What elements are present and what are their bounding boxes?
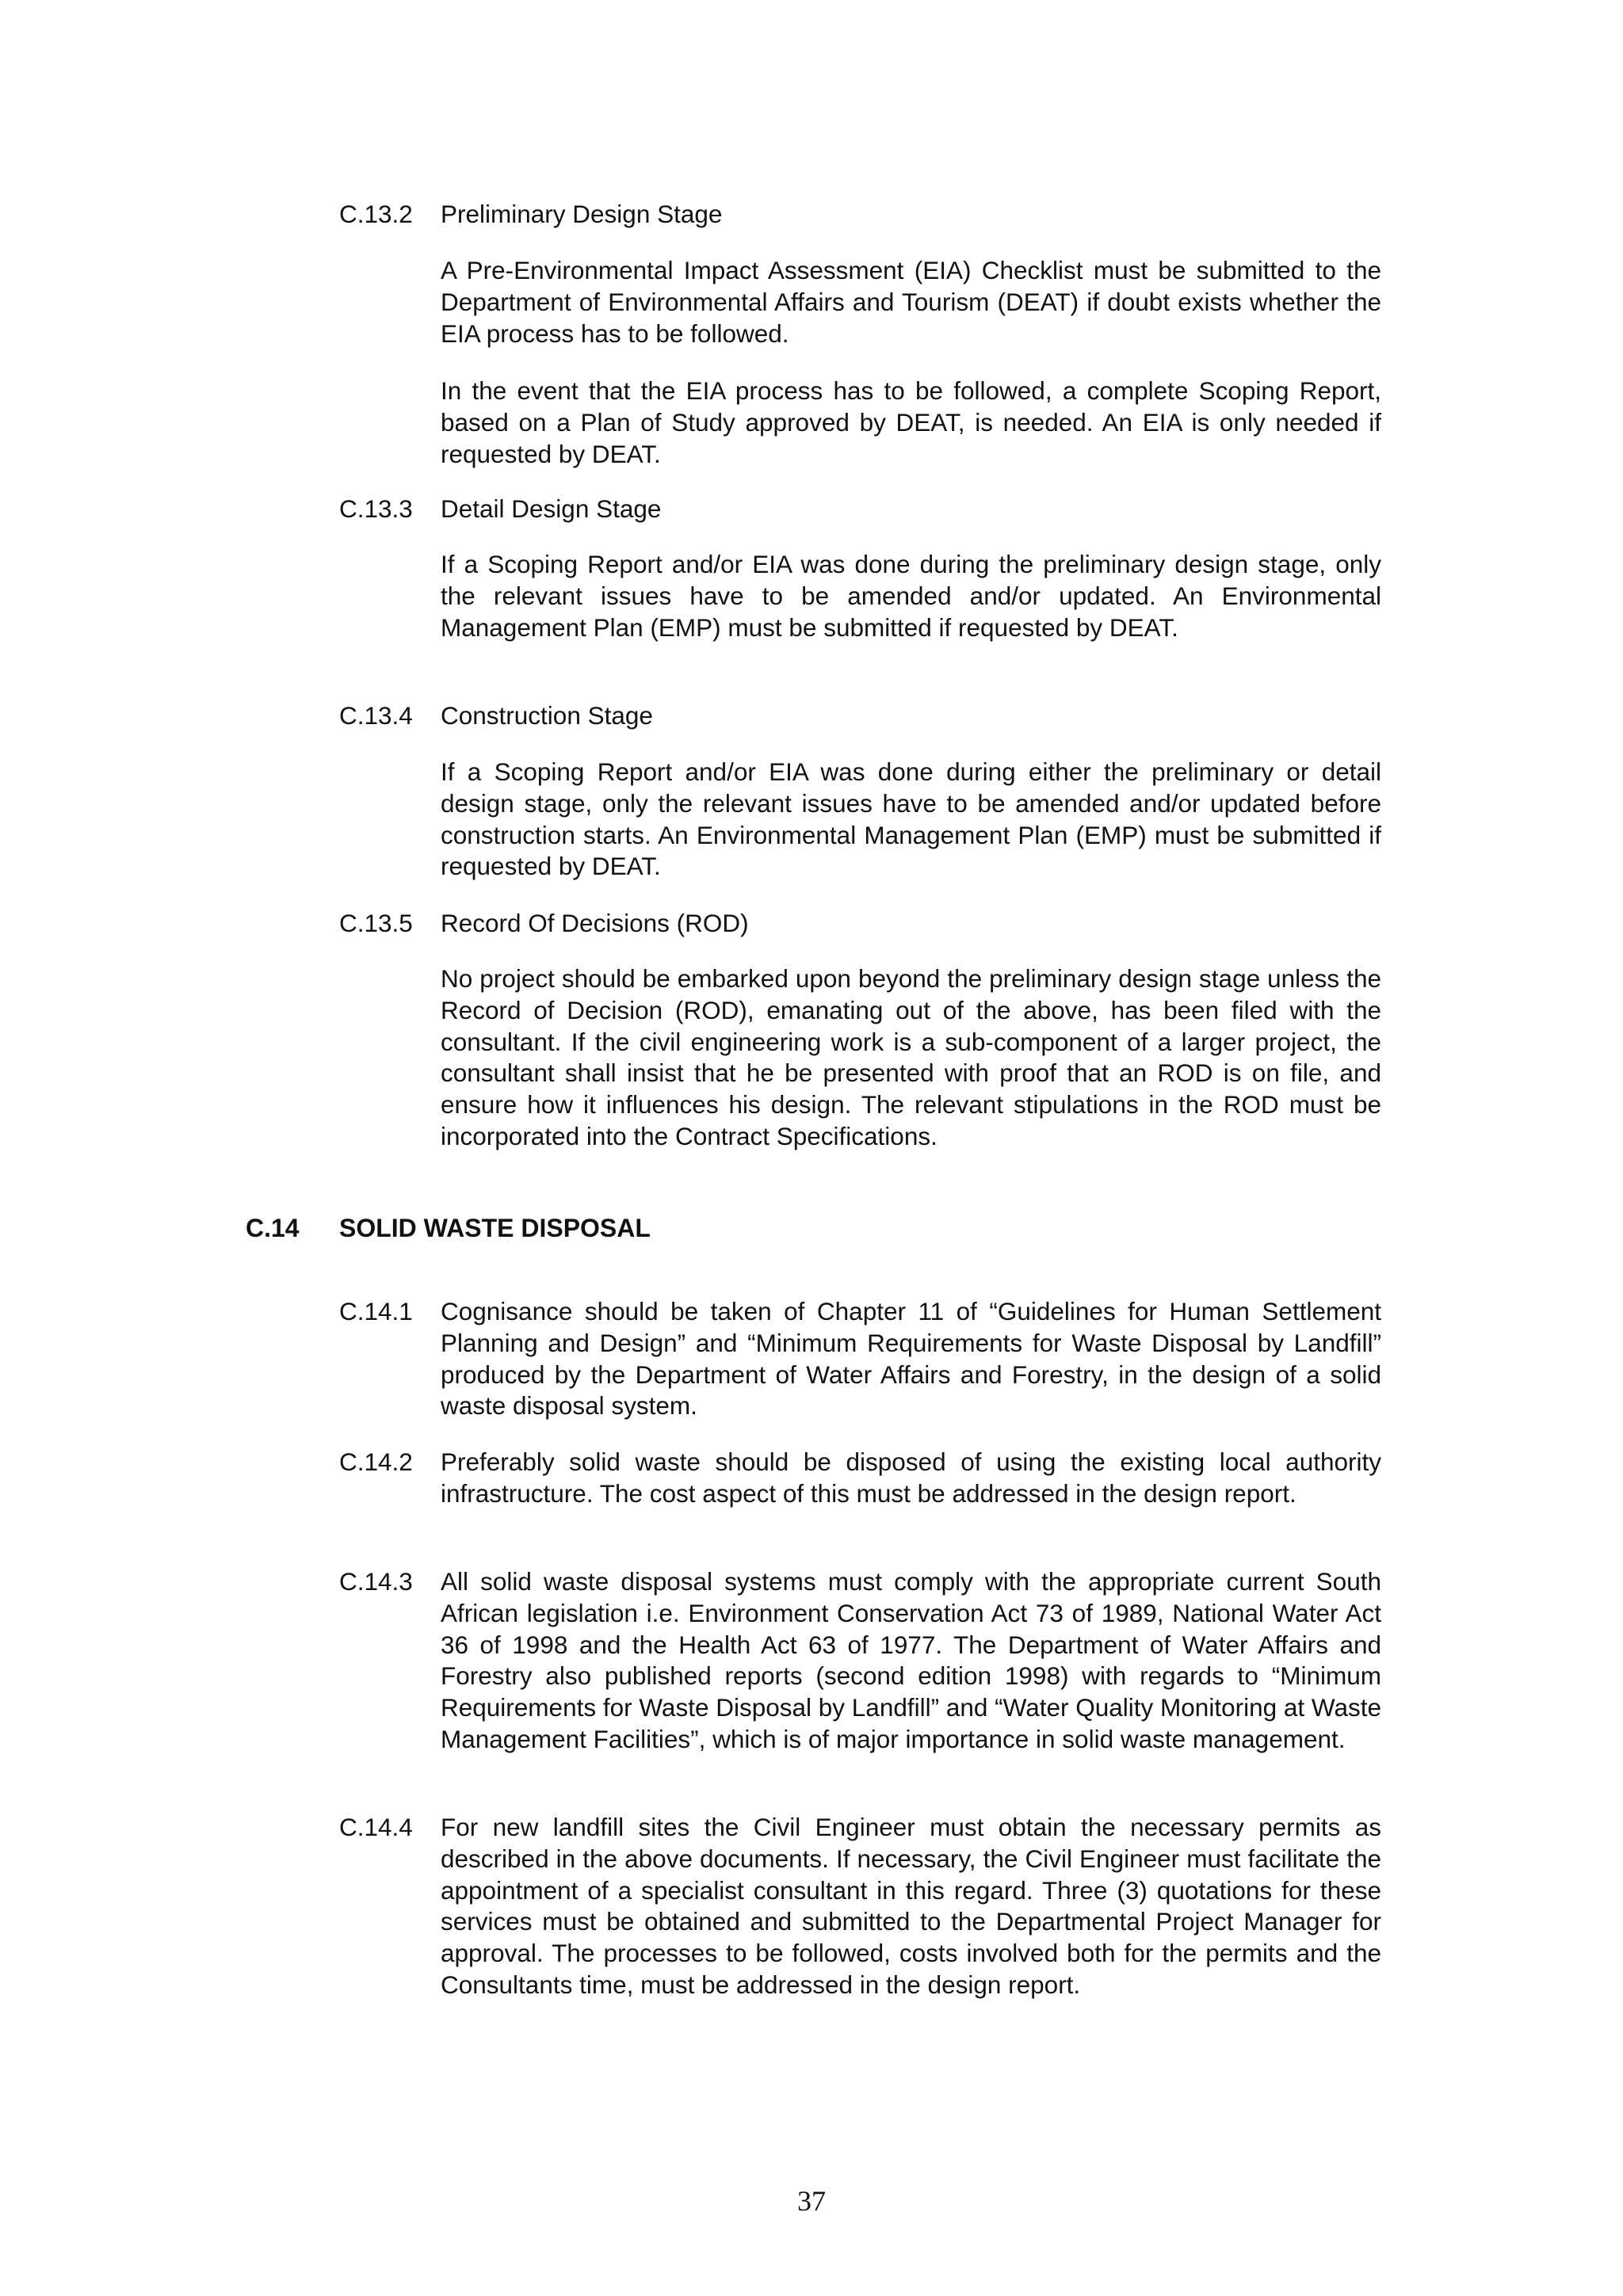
item-text: Preferably solid waste should be disposed of using the existing local authority infrastructure. The cost aspect of this must be addressed in the design report.: [441, 1447, 1381, 1508]
paragraph-c13-4: If a Scoping Report and/or EIA was done during either the preliminary or detail design stage, only the relevant issues have to be amended and/or updated before construction starts. An Environmental Management Plan (EMP) must be submitted if requested by DEAT.: [441, 757, 1381, 881]
item-text: For new landfill sites the Civil Engineer must obtain the necessary permits as described in the above documents. If necessary, the Civil Engineer must facilitate the appointment of a specialist consultant in this regard. Three (3) quotations for these services must be obtained and submitted to the Departmental Project Manager for approval. The processes to be followed, costs involved both for the permits and the Consultants time, must be addressed in the design report.: [441, 1813, 1381, 1999]
item-text: Cognisance should be taken of Chapter 11 of “Guidelines for Human Settlement Planning and Design” and “Minimum Requirements for Waste Disposal by Landfill” produced by the Department of Water Affairs and Forestry, in the design of a solid waste disposal system.: [441, 1297, 1381, 1421]
subsection-title: Record Of Decisions (ROD): [441, 909, 749, 937]
subsection-number: C.13.5: [339, 909, 413, 937]
item-number: C.14.2: [339, 1447, 413, 1476]
subsection-heading-c13-3: [339, 493, 661, 524]
subsection-title: Preliminary Design Stage: [441, 200, 723, 228]
item-number: C.14.3: [339, 1567, 413, 1596]
subsection-heading-c13-2: [339, 198, 722, 230]
section-heading-c14: [246, 1212, 651, 1244]
item-number: C.14.4: [339, 1813, 413, 1841]
section-title: SOLID WASTE DISPOSAL: [339, 1214, 651, 1242]
numbered-item-c14-4: [339, 1812, 1381, 2001]
item-text: All solid waste disposal systems must comply with the appropriate current South African legislation i.e. Environment Conservation Act 73 of 1989, National Water Act 36 of 1998 and the Health Act 63 of 1977. The Department of Water Affairs and Forestry also published reports (second edition 1998) with regards to “Minimum Requirements for Waste Disposal by Landfill” and “Water Quality Monitoring at Waste Management Facilities”, which is of major importance in solid waste management.: [441, 1567, 1381, 1753]
numbered-item-c14-3: [339, 1566, 1381, 1756]
page-number: 37: [797, 2185, 826, 2217]
subsection-title: Construction Stage: [441, 701, 653, 730]
section-number: C.14: [246, 1214, 300, 1242]
numbered-item-c14-1: [339, 1296, 1381, 1422]
subsection-number: C.13.3: [339, 494, 413, 523]
item-number: C.14.1: [339, 1297, 413, 1325]
subsection-heading-c13-4: [339, 700, 653, 731]
subsection-number: C.13.4: [339, 701, 413, 730]
paragraph-c13-3: If a Scoping Report and/or EIA was done during the preliminary design stage, only the relevant issues have to be amended and/or updated. An Environmental Management Plan (EMP) must be submitted if requested by DEAT.: [441, 550, 1381, 642]
subsection-number: C.13.2: [339, 200, 413, 228]
subsection-title: Detail Design Stage: [441, 494, 662, 523]
paragraph-c13-2-checklist: A Pre-Environmental Impact Assessment (EIA) Checklist must be submitted to the Department of Environmental Affairs and Tourism (DEAT) if doubt exists whether the EIA process has to be followed.: [441, 256, 1381, 348]
paragraph-c13-5: No project should be embarked upon beyond the preliminary design stage unless the Record of Decision (ROD), emanating out of the above, has been filed with the consultant. If the civil engineering work is a sub-component of a larger project, the consultant shall insist that he be presented with proof that an ROD is on file, and ensure how it influences his design. The relevant stipulations in the ROD must be incorporated into the Contract Specifications.: [441, 964, 1381, 1150]
subsection-heading-c13-5: [339, 907, 749, 939]
paragraph-c13-2-scoping: In the event that the EIA process has to be followed, a complete Scoping Report, based on a Plan of Study approved by DEAT, is needed. An EIA is only needed if requested by DEAT.: [441, 376, 1381, 468]
numbered-item-c14-2: [339, 1447, 1381, 1510]
